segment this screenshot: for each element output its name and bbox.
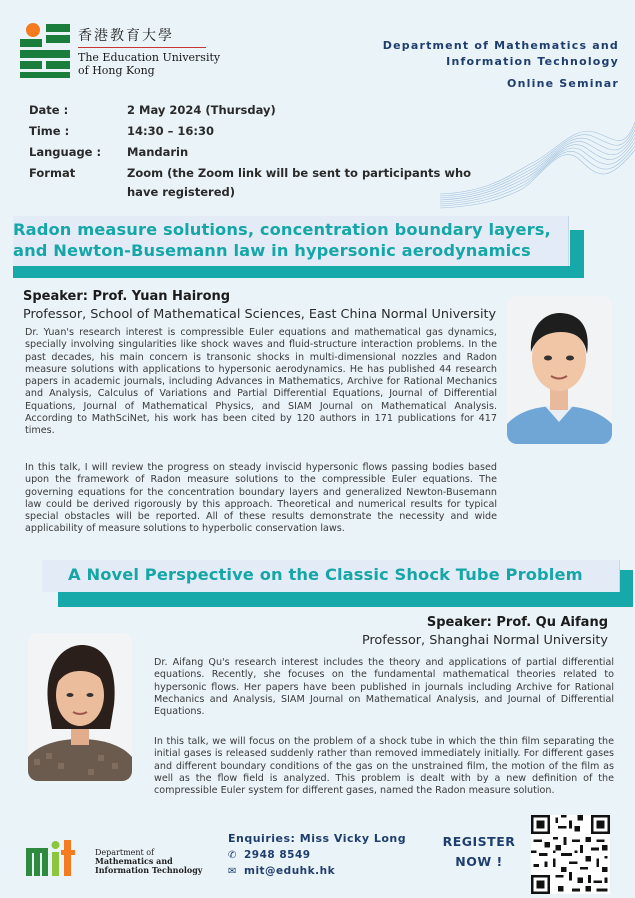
enquiries-block [228, 832, 406, 877]
talk2-speaker-name: Speaker: Prof. Qu Aifang [426, 615, 608, 630]
email-link[interactable]: mit@eduhk.hk [244, 865, 336, 877]
title-accent-bar [13, 266, 584, 278]
department-heading [383, 38, 619, 92]
talk2-abstract: In this talk, we will focus on the problem of a shock tube in which the thin film separating the initial gases is released suddenly rather than removed immediately initially. For different gases and different boundary conditions of the gas on the unstrained film, the motion of the film as well as the flow field is analyzed. This problem is dealt with by a new definition of the compressible Euler system for different gases, named the Radon measure solution. [154, 736, 614, 797]
talk1-title-line1: Radon measure solutions, concentration boundary layers, [13, 220, 551, 239]
talk1-title-box [13, 216, 569, 266]
male-speaker-portrait-icon [507, 296, 612, 444]
talk2-abstract-paragraph [154, 736, 614, 797]
register-now-button[interactable] [436, 832, 522, 872]
talk2-speaker-affiliation: Professor, Shanghai Normal University [361, 633, 608, 648]
detail-label: Language : [29, 145, 102, 159]
email-line [228, 865, 406, 877]
mit-logo-icon [24, 832, 84, 878]
phone-line [228, 849, 406, 861]
talk1-title-line2: and Newton-Busemann law in hypersonic aerodynamics [13, 241, 531, 260]
detail-label: Time : [29, 124, 70, 138]
detail-row-format [29, 163, 487, 202]
talk2-speaker-block [362, 615, 608, 648]
title-accent-bar [620, 570, 633, 607]
talk2-title: A Novel Perspective on the Classic Shock Tube Problem [68, 565, 583, 584]
enquiries-contact: Enquiries: Miss Vicky Long [228, 832, 407, 845]
event-details [29, 100, 487, 202]
detail-label: Date : [29, 103, 69, 117]
event-type: Online Seminar [507, 77, 619, 90]
eduhk-logo-icon [20, 22, 70, 78]
talk1-bio: Dr. Yuan's research interest is compressible Euler equations and mathematical gas dynamics, specially involving singularities like shock waves and fluid-structure interaction problems. In the past decades, his main concern is transonic shocks in multi-dimensional nozzles and Radon measure solutions with applications to hypersonic aerodynamics. He has published 44 research papers in academic journals, including Advances in Mathematics, Archive for Rational Mechanics and Analysis, Calculus of Variations and Partial Differential Equations, Journal of Differential Equations, Journal of Mathematical Physics, and SIAM Journal on Mathematical Analysis. According to MathSciNet, his work has been cited by 120 authors in 171 publications for 417 times. [25, 327, 497, 437]
footer-dept-line1: Department of [95, 848, 155, 857]
register-line2: NOW ! [455, 854, 503, 869]
detail-value: 14:30 – 16:30 [127, 124, 214, 138]
talk1-speaker-block [23, 289, 496, 322]
detail-row-time [29, 121, 487, 142]
department-line2: Information Technology [446, 55, 619, 68]
talk2-speaker-photo [28, 633, 132, 781]
phone-icon: ✆ [228, 849, 237, 861]
talk1-bio-paragraph [25, 327, 497, 438]
talk1-speaker-name: Speaker: Prof. Yuan Hairong [23, 289, 231, 304]
female-speaker-portrait-icon [28, 633, 132, 781]
registration-qr-code-icon[interactable] [531, 815, 610, 894]
talk1-abstract-paragraph [25, 462, 497, 536]
talk1-speaker-affiliation: Professor, School of Mathematical Sciences, East China Normal University [23, 307, 497, 322]
detail-row-language [29, 142, 487, 163]
department-line1: Department of Mathematics and [382, 39, 619, 52]
title-accent-bar [58, 592, 633, 607]
register-line1: REGISTER [442, 834, 516, 849]
wordmark-divider [78, 47, 206, 48]
email-icon: ✉ [228, 865, 237, 877]
detail-value: Zoom (the Zoom link will be sent to participants who have registered) [127, 166, 472, 199]
org-name-line1: The Education University [78, 51, 221, 64]
detail-label: Format [29, 166, 76, 180]
phone-number[interactable]: 2948 8549 [244, 849, 311, 861]
talk2-bio: Dr. Aifang Qu's research interest includes the theory and applications of partial differential equations. Recently, she focuses on the fundamental mathematical theories related to hypersonic flows. Her papers have been published in journals including Archive for Rational Mechanics and Analysis, SIAM Journal on Mathematical Analysis, and Journal of Differential Equations. [154, 657, 614, 718]
detail-value: 2 May 2024 (Thursday) [127, 103, 276, 117]
footer-department-name [95, 848, 202, 875]
org-name-chinese: 香港教育大學 [78, 28, 174, 44]
detail-row-date [29, 100, 487, 121]
talk2-bio-paragraph [154, 657, 614, 718]
detail-value: Mandarin [127, 145, 189, 159]
footer-dept-line2: Mathematics and [95, 856, 173, 866]
title-accent-bar [570, 230, 584, 278]
eduhk-wordmark [78, 28, 220, 77]
talk1-abstract: In this talk, I will review the progress on steady inviscid hypersonic flows passing bodies based upon the framework of Radon measure solutions to the compressible Euler equations. The governing equations for the concentration boundary layers and generalized Newton-Busemann law could be derived rigorously by this approach. Theoretical and numerical results for typical special obstacles will be reported. All of these results demonstrate the necessity and wide applicability of measure solutions to hyperbolic conservation laws. [25, 462, 497, 535]
talk2-title-box [42, 560, 620, 592]
talk1-speaker-photo [507, 296, 612, 444]
footer-dept-line3: Information Technology [95, 865, 203, 875]
org-name-line2: of Hong Kong [78, 64, 155, 77]
